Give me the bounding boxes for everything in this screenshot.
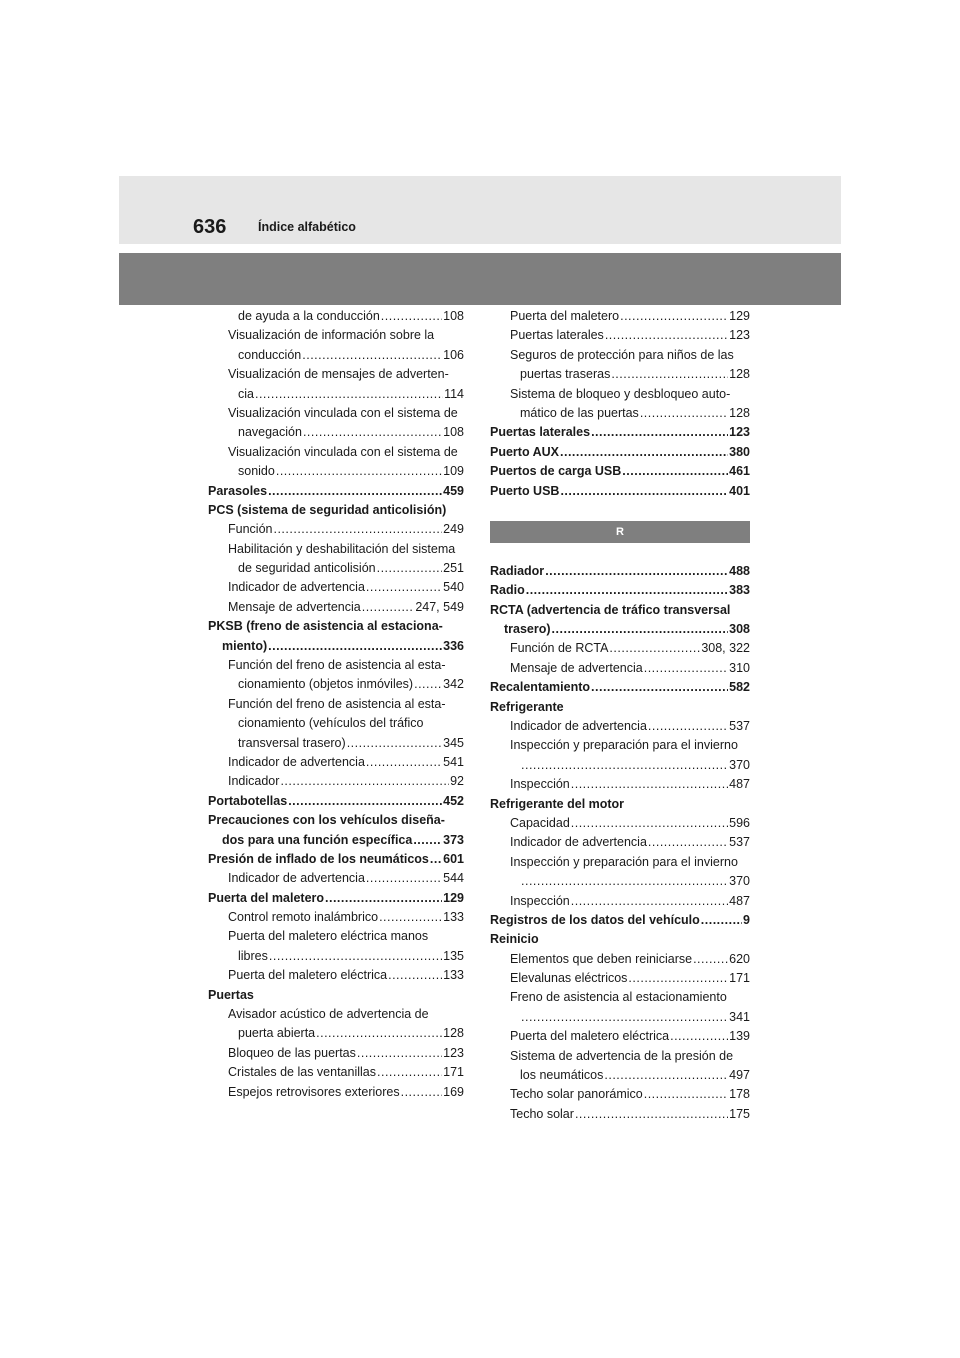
leader-dots xyxy=(357,1044,442,1063)
index-entry xyxy=(490,639,750,658)
index-entry-text: RCTA (advertencia de tráfico transversal xyxy=(490,602,731,617)
index-entry xyxy=(490,833,750,852)
leader-dots xyxy=(377,1063,442,1082)
index-entry-text: de seguridad anticolisión xyxy=(238,561,376,576)
leader-dots xyxy=(362,598,415,617)
index-entry-text: Reinicio xyxy=(490,932,539,947)
index-entry-text: Visualización vinculada con el sistema de xyxy=(228,405,458,420)
index-entry-page[interactable]: 133 xyxy=(443,910,464,925)
leader-dots xyxy=(571,775,728,794)
index-entry-text: Presión de inflado de los neumáticos xyxy=(208,851,429,866)
index-entry-text: Mensaje de advertencia xyxy=(228,599,361,614)
index-entry-page[interactable]: 106 xyxy=(443,347,464,362)
index-entry xyxy=(208,753,464,772)
index-entry-text: Visualización de información sobre la xyxy=(228,328,435,343)
index-entry xyxy=(208,734,464,753)
header-band xyxy=(119,253,841,305)
index-entry-text: los neumáticos xyxy=(520,1068,604,1083)
index-entry-page[interactable]: 370 xyxy=(729,874,750,889)
index-entry xyxy=(208,501,464,520)
leader-dots xyxy=(347,734,442,753)
index-entry-text: Puerto USB xyxy=(490,483,560,498)
index-entry xyxy=(490,736,750,755)
leader-dots xyxy=(401,1083,443,1102)
leader-dots xyxy=(288,792,442,811)
index-entry-page[interactable]: 461 xyxy=(729,464,750,479)
index-entry-page[interactable]: 452 xyxy=(443,793,464,808)
index-entry-page[interactable]: 128 xyxy=(729,405,750,420)
index-entry xyxy=(490,950,750,969)
index-entry-page[interactable]: 108 xyxy=(443,308,464,323)
index-entry-text: Elementos que deben reiniciarse xyxy=(510,951,693,966)
leader-dots xyxy=(693,950,728,969)
index-entry xyxy=(208,947,464,966)
index-entry xyxy=(208,482,464,501)
letter-heading-r: R xyxy=(490,521,750,543)
index-entry-page[interactable]: 345 xyxy=(443,735,464,750)
index-entry xyxy=(490,795,750,814)
index-entry-text: Techo solar xyxy=(510,1106,574,1121)
index-entry-text: Indicador de advertencia xyxy=(228,871,365,886)
index-entry-text: PKSB (freno de asistencia al estaciona- xyxy=(208,619,443,634)
index-entry-text: Parasoles xyxy=(208,483,268,498)
index-entry-text: mático de las puertas xyxy=(520,405,639,420)
index-entry-page[interactable]: 128 xyxy=(443,1026,464,1041)
leader-dots xyxy=(648,833,728,852)
leader-dots xyxy=(526,581,728,600)
index-entry xyxy=(208,792,464,811)
index-entry xyxy=(208,695,464,714)
index-entry xyxy=(208,1005,464,1024)
index-entry-text: Puertas xyxy=(208,987,254,1002)
index-entry xyxy=(490,678,750,697)
index-entry-text: Indicador de advertencia xyxy=(228,754,365,769)
index-entry-page[interactable]: 139 xyxy=(729,1029,750,1044)
leader-dots xyxy=(521,756,728,775)
index-entry-text: Radio xyxy=(490,583,525,598)
index-entry xyxy=(490,1027,750,1046)
index-entry xyxy=(490,326,750,345)
index-entry-page[interactable]: 135 xyxy=(443,948,464,963)
index-entry-text: Espejos retrovisores exteriores xyxy=(228,1084,400,1099)
leader-dots xyxy=(413,831,442,850)
index-entry xyxy=(490,659,750,678)
index-entry-page[interactable]: 383 xyxy=(729,583,750,598)
index-entry-text: Inspección y preparación para el invierno xyxy=(510,854,738,869)
index-entry-page[interactable]: 620 xyxy=(729,951,750,966)
index-entry xyxy=(208,850,464,869)
index-entry-page[interactable]: 541 xyxy=(443,754,464,769)
index-entry-page[interactable]: 537 xyxy=(729,719,750,734)
index-entry-text: Función del freno de asistencia al esta- xyxy=(228,696,446,711)
index-group-r xyxy=(490,562,750,1124)
index-entry-text: Capacidad xyxy=(510,815,570,830)
leader-dots xyxy=(560,482,728,501)
leader-dots xyxy=(388,966,442,985)
index-group-p xyxy=(490,307,750,501)
index-entry xyxy=(490,601,750,620)
leader-dots xyxy=(316,1024,442,1043)
index-entry-text: Elevalunas eléctricos xyxy=(510,971,628,986)
index-entry-page[interactable]: 129 xyxy=(729,308,750,323)
leader-dots xyxy=(303,423,442,442)
leader-dots xyxy=(552,620,729,639)
leader-dots xyxy=(605,326,728,345)
index-entry xyxy=(208,656,464,675)
index-entry-text: Inspección xyxy=(510,777,570,792)
index-entry xyxy=(490,462,750,481)
index-entry-text: conducción xyxy=(238,347,302,362)
index-entry xyxy=(490,385,750,404)
leader-dots xyxy=(521,1008,728,1027)
index-entry-page[interactable]: 310 xyxy=(729,660,750,675)
index-entry-text: Puerto AUX xyxy=(490,444,559,459)
index-entry-page[interactable]: 487 xyxy=(729,893,750,908)
index-entry-page[interactable]: 336 xyxy=(443,638,464,653)
index-entry xyxy=(490,562,750,581)
index-entry-text: Indicador de advertencia xyxy=(510,719,647,734)
index-column-left xyxy=(208,307,464,1102)
index-entry-text: Puertas laterales xyxy=(490,425,591,440)
index-entry xyxy=(490,423,750,442)
index-entry xyxy=(208,443,464,462)
index-entry-text: Registros de los datos del vehículo xyxy=(490,912,700,927)
index-entry-text: navegación xyxy=(238,425,302,440)
index-entry xyxy=(208,869,464,888)
leader-dots xyxy=(575,1105,728,1124)
leader-dots xyxy=(377,559,443,578)
index-entry xyxy=(208,365,464,384)
index-entry xyxy=(208,1024,464,1043)
index-entry xyxy=(208,831,464,850)
leader-dots xyxy=(644,659,728,678)
index-entry-text: Indicador xyxy=(228,774,280,789)
index-entry-text: trasero) xyxy=(504,622,551,637)
index-entry-page[interactable]: 540 xyxy=(443,580,464,595)
index-entry-page[interactable]: 497 xyxy=(729,1068,750,1083)
index-entry xyxy=(490,911,750,930)
index-entry xyxy=(490,1105,750,1124)
index-entry xyxy=(490,307,750,326)
index-entry xyxy=(208,772,464,791)
index-entry-page[interactable]: 249 xyxy=(443,522,464,537)
index-entry xyxy=(208,986,464,1005)
leader-dots xyxy=(591,423,728,442)
index-entry xyxy=(490,930,750,949)
index-entry xyxy=(490,404,750,423)
index-entry-text: Bloqueo de las puertas xyxy=(228,1045,356,1060)
index-entry-text: Puertas laterales xyxy=(510,328,604,343)
index-entry-text: Precauciones con los vehículos diseña- xyxy=(208,813,445,828)
index-entry-text: Avisador acústico de advertencia de xyxy=(228,1007,429,1022)
index-entry-page[interactable]: 487 xyxy=(729,777,750,792)
leader-dots xyxy=(604,1066,728,1085)
index-entry-text: Control remoto inalámbrico xyxy=(228,910,379,925)
leader-dots xyxy=(273,520,442,539)
index-entry-text: Puerta del maletero eléctrica manos xyxy=(228,929,429,944)
index-entry-page[interactable]: 401 xyxy=(729,483,750,498)
index-entry-text: libres xyxy=(238,948,268,963)
index-entry-text: puerta abierta xyxy=(238,1026,316,1041)
index-entry xyxy=(490,872,750,891)
index-entry-page[interactable]: 123 xyxy=(443,1045,464,1060)
index-entry-page[interactable]: 537 xyxy=(729,835,750,850)
index-entry xyxy=(208,675,464,694)
index-entry-text: Habilitación y deshabilitación del sistema xyxy=(228,541,456,556)
index-entry-text: Función del freno de asistencia al esta- xyxy=(228,658,446,673)
index-entry-text: Función de RCTA xyxy=(510,641,609,656)
index-entry-text: sonido xyxy=(238,464,275,479)
leader-dots xyxy=(620,307,728,326)
leader-dots xyxy=(268,482,442,501)
index-entry xyxy=(208,578,464,597)
leader-dots xyxy=(701,911,742,930)
index-entry-text: Función xyxy=(228,522,273,537)
leader-dots xyxy=(269,947,442,966)
index-entry-page[interactable]: 488 xyxy=(729,563,750,578)
index-entry-page[interactable]: 596 xyxy=(729,815,750,830)
index-entry xyxy=(208,540,464,559)
index-entry xyxy=(490,853,750,872)
index-entry xyxy=(208,423,464,442)
index-entry-text: Indicador de advertencia xyxy=(510,835,647,850)
index-entry-page[interactable]: 308, 322 xyxy=(701,641,750,656)
index-entry xyxy=(490,989,750,1008)
index-entry-page[interactable]: 123 xyxy=(729,425,750,440)
index-entry xyxy=(208,520,464,539)
index-entry xyxy=(490,581,750,600)
index-entry-text: Puerta del maletero xyxy=(510,308,620,323)
index-entry-text: miento) xyxy=(222,638,268,653)
index-entry xyxy=(490,1008,750,1027)
index-entry-text: Puertos de carga USB xyxy=(490,464,622,479)
index-entry-page[interactable]: 308 xyxy=(729,622,750,637)
index-entry xyxy=(490,482,750,501)
leader-dots xyxy=(366,869,442,888)
index-entry xyxy=(490,346,750,365)
index-entry xyxy=(490,1085,750,1104)
leader-dots xyxy=(560,443,728,462)
leader-dots xyxy=(609,639,700,658)
index-entry-page[interactable]: 92 xyxy=(450,774,464,789)
index-entry-page[interactable]: 342 xyxy=(443,677,464,692)
index-entry xyxy=(490,814,750,833)
leader-dots xyxy=(571,892,728,911)
section-title: Índice alfabético xyxy=(258,220,356,234)
index-entry-page[interactable]: 128 xyxy=(729,367,750,382)
index-entry xyxy=(208,811,464,830)
index-entry xyxy=(490,698,750,717)
index-entry-text: Radiador xyxy=(490,563,545,578)
index-entry-page[interactable]: 341 xyxy=(729,1009,750,1024)
index-entry-text: puertas traseras xyxy=(520,367,611,382)
index-entry xyxy=(490,969,750,988)
index-entry-text: Indicador de advertencia xyxy=(228,580,365,595)
index-entry xyxy=(490,443,750,462)
index-entry-text: Recalentamiento xyxy=(490,680,591,695)
leader-dots xyxy=(591,678,728,697)
index-entry xyxy=(208,908,464,927)
index-entry xyxy=(208,559,464,578)
index-entry-text: de ayuda a la conducción xyxy=(238,308,380,323)
index-entry xyxy=(208,1063,464,1082)
leader-dots xyxy=(622,462,728,481)
index-entry-text: Puerta del maletero xyxy=(208,890,325,905)
index-entry-page[interactable]: 175 xyxy=(729,1106,750,1121)
index-entry-text: Inspección y preparación para el invierno xyxy=(510,738,738,753)
index-entry-page[interactable]: 582 xyxy=(729,680,750,695)
index-entry-text: transversal trasero) xyxy=(238,735,346,750)
index-entry xyxy=(208,404,464,423)
index-entry xyxy=(208,714,464,733)
index-entry-text: dos para una función específica xyxy=(222,832,413,847)
leader-dots xyxy=(628,969,728,988)
leader-dots xyxy=(430,850,442,869)
index-entry-page[interactable]: 169 xyxy=(443,1084,464,1099)
index-entry-page[interactable]: 373 xyxy=(443,832,464,847)
leader-dots xyxy=(670,1027,728,1046)
index-entry xyxy=(490,365,750,384)
index-entry xyxy=(208,889,464,908)
index-entry xyxy=(208,1044,464,1063)
index-entry-page[interactable]: 129 xyxy=(443,890,464,905)
index-entry xyxy=(208,617,464,636)
leader-dots xyxy=(640,404,728,423)
index-entry-text: Puerta del maletero eléctrica xyxy=(510,1029,670,1044)
index-entry-text: Visualización vinculada con el sistema de xyxy=(228,444,458,459)
index-entry xyxy=(490,717,750,736)
index-column-right xyxy=(490,307,750,1124)
index-entry-text: Portabotellas xyxy=(208,793,288,808)
index-entry-page[interactable]: 370 xyxy=(729,757,750,772)
leader-dots xyxy=(611,365,728,384)
index-entry xyxy=(490,1047,750,1066)
index-entry xyxy=(208,326,464,345)
index-entry-text: Puerta del maletero eléctrica xyxy=(228,968,388,983)
index-entry-page[interactable]: 114 xyxy=(444,386,464,401)
leader-dots xyxy=(644,1085,728,1104)
leader-dots xyxy=(571,814,728,833)
index-entry xyxy=(208,462,464,481)
index-entry xyxy=(490,1066,750,1085)
index-entry-page[interactable]: 9 xyxy=(743,912,750,927)
index-entry-text: Seguros de protección para niños de las xyxy=(510,347,734,362)
index-entry-text: cionamiento (objetos inmóviles) xyxy=(238,677,414,692)
leader-dots xyxy=(280,772,449,791)
index-entry-text: Inspección xyxy=(510,893,570,908)
index-entry-page[interactable]: 109 xyxy=(443,464,464,479)
index-entry-text: Visualización de mensajes de adverten- xyxy=(228,367,449,382)
index-entry-text: Cristales de las ventanillas xyxy=(228,1065,376,1080)
index-entry-page[interactable]: 601 xyxy=(443,851,464,866)
index-entry-page[interactable]: 171 xyxy=(729,971,750,986)
index-entry-page[interactable]: 178 xyxy=(729,1087,750,1102)
leader-dots xyxy=(381,307,442,326)
index-entry-text: Techo solar panorámico xyxy=(510,1087,643,1102)
index-entry-text: cia xyxy=(238,386,254,401)
leader-dots xyxy=(366,753,442,772)
leader-dots xyxy=(268,637,442,656)
leader-dots xyxy=(379,908,442,927)
leader-dots xyxy=(414,675,442,694)
index-entry xyxy=(208,307,464,326)
index-entry-page[interactable]: 251 xyxy=(443,561,464,576)
index-entry-page[interactable]: 247, 549 xyxy=(415,599,464,614)
index-entry-page[interactable]: 459 xyxy=(443,483,464,498)
leader-dots xyxy=(255,385,443,404)
index-entry xyxy=(490,775,750,794)
index-entry xyxy=(208,598,464,617)
index-entry-page[interactable]: 380 xyxy=(729,444,750,459)
index-entry-page[interactable]: 544 xyxy=(443,871,464,886)
index-entry-text: Freno de asistencia al estacionamiento xyxy=(510,990,727,1005)
leader-dots xyxy=(302,346,442,365)
index-entry-text: PCS (sistema de seguridad anticolisión) xyxy=(208,502,447,517)
leader-dots xyxy=(325,889,442,908)
leader-dots xyxy=(521,872,728,891)
index-entry xyxy=(490,892,750,911)
leader-dots xyxy=(276,462,442,481)
index-entry xyxy=(208,637,464,656)
index-entry xyxy=(208,385,464,404)
index-entry-page[interactable]: 171 xyxy=(443,1065,464,1080)
leader-dots xyxy=(648,717,728,736)
index-entry-text: Refrigerante del motor xyxy=(490,796,625,811)
index-entry xyxy=(208,928,464,947)
leader-dots xyxy=(366,578,442,597)
index-entry-text: Refrigerante xyxy=(490,699,564,714)
index-entry xyxy=(208,346,464,365)
index-entry xyxy=(490,756,750,775)
index-entry-text: Mensaje de advertencia xyxy=(510,660,643,675)
index-entry-page[interactable]: 133 xyxy=(443,968,464,983)
index-entry xyxy=(208,1083,464,1102)
page-number: 636 xyxy=(193,216,227,238)
index-entry-text: Sistema de bloqueo y desbloqueo auto- xyxy=(510,386,731,401)
index-entry-page[interactable]: 108 xyxy=(443,425,464,440)
index-entry-text: Sistema de advertencia de la presión de xyxy=(510,1048,734,1063)
index-entry xyxy=(490,620,750,639)
index-entry-text: cionamiento (vehículos del tráfico xyxy=(238,716,424,731)
header-background xyxy=(119,176,841,244)
leader-dots xyxy=(545,562,728,581)
index-entry xyxy=(208,966,464,985)
index-entry-page[interactable]: 123 xyxy=(729,328,750,343)
